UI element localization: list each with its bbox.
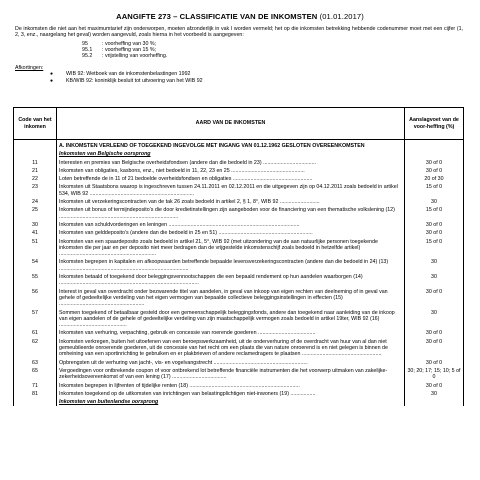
income-code: 25 (14, 206, 57, 221)
bullet-icon: ● (50, 77, 54, 84)
table-row (14, 175, 464, 183)
income-description: Inkomsten uit Staatsbons waarop is ingeschreven tussen 24.11.2011 en 02.12.2011 en die uitgegeven zijn op 04.12.2011 zoals bedoeld in artikel 534, WIB 92 ....................................................................... (57, 183, 405, 198)
income-code: 23 (14, 183, 57, 198)
withholding-rate: 20 of 30 (405, 175, 464, 183)
withholding-rate: 30 of 0 (405, 288, 464, 309)
subsection-code-cell (14, 150, 57, 158)
code-example-text: : vrijstelling van voorheffing. (102, 53, 168, 60)
withholding-rate: 30 of 0 (405, 167, 464, 175)
withholding-rate: 30; 20; 17; 15; 10; 5 of 0 (405, 367, 464, 382)
code-examples (82, 41, 480, 60)
code-example-code: 95.2 (82, 53, 93, 60)
table-row (14, 238, 464, 259)
income-description: Inkomsten toegekend op de uitkomsten van inrichtingen van belastingplichtigen niet-inwoners (19) ................. (57, 390, 405, 398)
withholding-rate: 30 of 0 (405, 359, 464, 367)
withholding-rate: 30 (405, 390, 464, 398)
table-row (14, 183, 464, 198)
table-body (14, 140, 464, 407)
income-code: 56 (14, 288, 57, 309)
subsection-rate-cell (405, 150, 464, 158)
table-row (14, 221, 464, 229)
income-description: Inkomsten begrepen in kapitalen en afkoopwaarden betreffende bepaalde levensverzekeringscontracten (andere dan die bedoeld in 24) (13) ........................................................................................ (57, 258, 405, 273)
table-row (14, 258, 464, 273)
code-example-code: 95.1 (82, 46, 93, 53)
abbreviation-text: WIB 92: Wetboek van de inkomstenbelastingen 1992 (66, 71, 191, 78)
income-description: Inkomsten van verhuring, verpachting, gebruik en concessie van roerende goederen ....................................... (57, 329, 405, 337)
abbreviation-text: KB/WIB 92: koninklijk besluit tot uitvoering van het WIB 92 (66, 77, 203, 84)
withholding-rate: 30 of 0 (405, 338, 464, 359)
income-code: 30 (14, 221, 57, 229)
income-description: Sommen toegekend of betaalbaar gesteld door een gemeenschappelijk beleggingsfonds, andere dan toegekend naar aanleiding van de inkoop van eigen aandelen of de gehele of gedeeltelijke verdeling van zijn maatschappelijk vermogen zoals bedoeld in artikel 19ter, WIB 92 (16) .............................................. (57, 309, 405, 330)
income-description: Inkomsten uit verzekeringscontracten van de tak 26 zoals bedoeld in artikel 2, § 1, 8°, WIB 92 ........................... (57, 198, 405, 206)
income-description: Inkomsten betaald of toegekend door beleggingsvennootschappen die een bepaald rendement op hun aandelen waarborgen (14) ............................................................................................... (57, 273, 405, 288)
subsection-code-cell (14, 398, 57, 406)
withholding-rate: 15 of 0 (405, 206, 464, 221)
table-row (14, 229, 464, 237)
section-a-title: A. INKOMSTEN VERLEEND OF TOEGEKEND INGEVOLGE MET INGANG VAN 01.12.1962 GESLOTEN OVEREENKOMSTEN (57, 140, 405, 151)
income-description: Inkomsten uit bonus of termijndeposito’s die door kredietinstellingen zijn aangeboden voor de financiering van een thematische volkslening (12) ................................................................................. (57, 206, 405, 221)
table-row (14, 273, 464, 288)
income-description: Interest in geval van overdracht onder bezwarende titel van aandelen, in geval van inkoop van eigen rechten van deelneming of in geval van gehele of gedeeltelijke verdeling van het eigen vermogen van bepaalde collectieve beleggingsinstellingen in effecten (15) .......................................................... (57, 288, 405, 309)
code-example-code: 95 (82, 40, 88, 47)
income-code: 71 (14, 382, 57, 390)
income-code: 51 (14, 238, 57, 259)
income-code: 55 (14, 273, 57, 288)
income-code: 41 (14, 229, 57, 237)
subsection-rate-cell (405, 398, 464, 406)
income-description: Interesten en premies van Belgische overheidsfondsen (andere dan die bedoeld in 23) .................................... (57, 159, 405, 167)
withholding-rate: 30 (405, 273, 464, 288)
withholding-rate: 30 of 0 (405, 382, 464, 390)
income-description: Inkomsten van schuldvorderingen en leningen ......................................................................................... (57, 221, 405, 229)
table-row (14, 329, 464, 337)
income-description: Inkomsten begrepen in lijfrenten of tijdelijke renten (18) ........................................................................... (57, 382, 405, 390)
abbreviation-item (50, 78, 480, 84)
title-text: AANGIFTE 273 – CLASSIFICATIE VAN DE INKOMSTEN (116, 12, 318, 21)
table-row (14, 288, 464, 309)
income-description: Inkomsten van obligaties, kasbons, enz., niet bedoeld in 11, 22, 23 en 25 .................................................. (57, 167, 405, 175)
table-row (14, 309, 464, 330)
table-row (14, 338, 464, 359)
table-row (14, 390, 464, 398)
withholding-rate: 30 of 0 (405, 159, 464, 167)
income-code: 63 (14, 359, 57, 367)
table-row (14, 382, 464, 390)
bullet-icon: ● (50, 71, 54, 78)
abbreviations-list (50, 71, 480, 84)
income-code: 22 (14, 175, 57, 183)
code-example-text: : voorheffing van 15 %; (102, 46, 157, 53)
table-header-row (14, 108, 464, 140)
code-example-text: : voorheffing van 30 %; (102, 40, 157, 47)
income-description: Inkomsten van een spaardeposito zoals bedoeld in artikel 21, 5°, WIB 92 (met uitzondering van de aan natuurlijke personen toegekende inkomsten die per jaar en per deposito niet meer bedragen dan de vrijgestelde inkomstenschijf zoals bedoeld in hetzelfde artikel) .................................................................. (57, 238, 405, 259)
withholding-rate: 30 (405, 258, 464, 273)
income-code: 61 (14, 329, 57, 337)
header-description: AARD VAN DE INKOMSTEN (57, 108, 405, 140)
title-date: (01.01.2017) (319, 12, 364, 21)
income-description: Opbrengsten uit de verhuring van jacht-, vis- en vogelvangstrecht ................................................................ (57, 359, 405, 367)
income-code: 11 (14, 159, 57, 167)
table-row (14, 167, 464, 175)
page-title (0, 0, 480, 21)
table-row (14, 206, 464, 221)
income-code: 54 (14, 258, 57, 273)
income-description: Vergoedingen voor ontbrekende coupon of voor ontbrekend lot betreffende financiële instrumenten die het voorwerp uitmaken van zakelijke-zekerheidsovereenkomst of van een lening (17) ..................................... (57, 367, 405, 382)
abbreviations-title: Afkortingen: (15, 65, 44, 72)
header-rate: Aanslagvoet van de voor-heffing (%) (405, 108, 464, 140)
withholding-rate: 30 of 0 (405, 229, 464, 237)
income-code: 81 (14, 390, 57, 398)
income-code: 62 (14, 338, 57, 359)
table-row (14, 159, 464, 167)
income-code: 57 (14, 309, 57, 330)
income-classification-table (13, 107, 464, 406)
table-row (14, 359, 464, 367)
income-description: Loten betreffende de in 11 of 21 bedoelde overheidsfondsen en obligaties ...................................................... (57, 175, 405, 183)
table-row (14, 367, 464, 382)
section-rate-cell (405, 140, 464, 151)
withholding-rate: 15 of 0 (405, 238, 464, 259)
income-code: 24 (14, 198, 57, 206)
withholding-rate: 30 of 0 (405, 329, 464, 337)
income-description: Inkomsten verkregen, buiten het uitoefenen van een beroepswerkzaamheid, uit de onderverhuring of de overdracht van huur van al dan niet gemeubileerde onroerende goederen, uit de concessie van het recht om een plaats die van nature onroerend is en niet gelegen is binnen de omheining van een sportinrichting te gebruiken en er plakbrieven of andere reclamedragers te plaatsen ...................................................... (57, 338, 405, 359)
code-example-row (82, 53, 480, 59)
subsection-row (14, 398, 464, 406)
section-row (14, 140, 464, 151)
income-description: Inkomsten van gelddeposito’s (andere dan die bedoeld in 25 en 51) ................................................................ (57, 229, 405, 237)
header-code: Code van het inkomen (14, 108, 57, 140)
intro-paragraph: De inkomsten die niet aan het maximumtarief zijn onderworpen, moeten afzonderlijk in vak I worden vermeld; het op die inkomsten betrekking hebbende codenummer moet met een cijfer (1, 2, 3, enz., naargelang het geval) worden aangevuld, zoals hierna in het voorbeeld is aangegeven: (15, 26, 463, 39)
subsection-belgian-title: Inkomsten van Belgische oorsprong (57, 150, 405, 158)
subsection-row (14, 150, 464, 158)
income-code: 21 (14, 167, 57, 175)
withholding-rate: 30 (405, 198, 464, 206)
table-row (14, 198, 464, 206)
income-code: 65 (14, 367, 57, 382)
withholding-rate: 15 of 0 (405, 183, 464, 198)
subsection-foreign-title: Inkomsten van buitenlandse oorsprong (57, 398, 405, 406)
withholding-rate: 30 (405, 309, 464, 330)
withholding-rate: 30 of 0 (405, 221, 464, 229)
section-code-cell (14, 140, 57, 151)
